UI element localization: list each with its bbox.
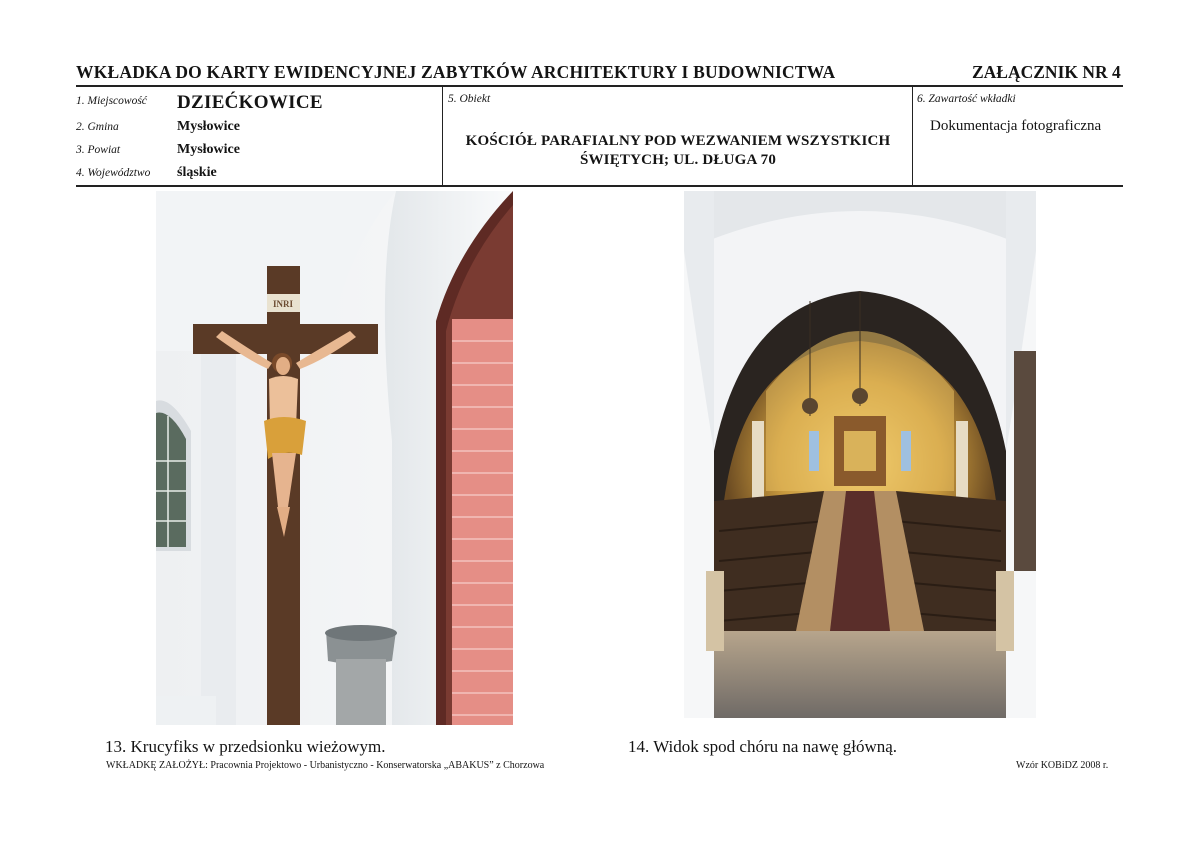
content-label: 6. Zawartość wkładki [917,93,1016,105]
photo-crucifix [156,191,513,725]
table-top-rule [76,85,1123,87]
inri-plaque: INRI [272,299,294,309]
locality-value: DZIEĆKOWICE [177,92,323,113]
template-note: Wzór KOBiDZ 2008 r. [1016,760,1109,771]
author-credit: WKŁADKĘ ZAŁOŻYŁ: Pracownia Projektowo - Urbanistyczno - Konserwatorska „ABAKUS” z Chorzowa [106,760,545,771]
voivodeship-label: 4. Województwo [76,167,151,179]
county-value: Mysłowice [177,142,240,157]
object-name-line-1: KOŚCIÓŁ PARAFIALNY POD WEZWANIEM WSZYSTKICH [465,133,891,149]
table-bottom-rule [76,185,1123,187]
commune-value: Mysłowice [177,119,240,134]
commune-label: 2. Gmina [76,121,119,133]
document-title: WKŁADKA DO KARTY EWIDENCYJNEJ ZABYTKÓW ARCHITEKTURY I BUDOWNICTWA [76,62,836,82]
object-name-line-2: ŚWIĘTYCH; UL. DŁUGA 70 [579,152,777,168]
table-divider-1 [442,86,443,185]
photo-14-caption: 14. Widok spod chóru na nawę główną. [628,737,898,756]
content-value: Dokumentacja fotograficzna [930,118,1102,134]
county-label: 3. Powiat [76,144,121,156]
object-name [444,132,912,170]
photo-nave [684,191,1036,718]
photo-13-caption: 13. Krucyfiks w przedsionku wieżowym. [105,737,386,756]
annex-number: ZAŁĄCZNIK NR 4 [972,62,1121,82]
locality-label: 1. Miejscowość [76,95,147,107]
voivodeship-value: śląskie [177,165,217,180]
object-label: 5. Obiekt [448,93,491,105]
table-divider-2 [912,86,913,185]
